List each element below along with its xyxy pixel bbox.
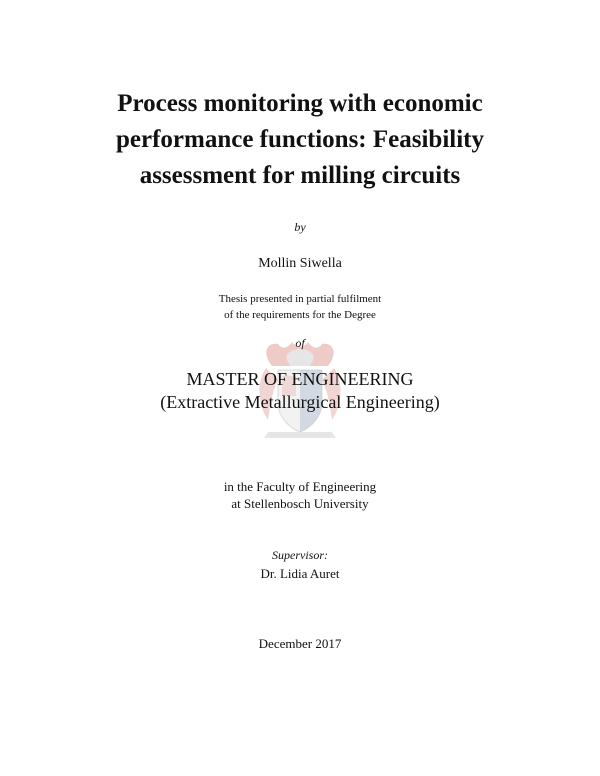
thesis-title-line-3: assessment for milling circuits <box>139 162 461 189</box>
thesis-statement-line-1: Thesis presented in partial fulfilment <box>218 293 382 305</box>
supervisor-label: Supervisor: <box>272 548 328 562</box>
faculty-line-2: at Stellenbosch University <box>231 496 369 511</box>
degree-name: MASTER OF ENGINEERING <box>186 369 414 389</box>
submission-date: December 2017 <box>258 636 342 651</box>
thesis-statement-line-2: of the requirements for the Degree <box>224 309 376 321</box>
thesis-title-line-1: Process monitoring with economic <box>117 90 483 117</box>
by-label: by <box>294 220 306 234</box>
faculty-info <box>0 478 600 512</box>
thesis-title-line-2: performance functions: Feasibility <box>115 126 484 153</box>
author-name: Mollin Siwella <box>258 256 342 271</box>
of-label: of <box>295 336 305 350</box>
degree <box>0 368 600 414</box>
thesis-title <box>0 86 600 194</box>
thesis-statement <box>0 291 600 323</box>
faculty-line-1: in the Faculty of Engineering <box>223 479 377 494</box>
degree-field: (Extractive Metallurgical Engineering) <box>160 392 440 412</box>
supervisor-name: Dr. Lidia Auret <box>260 566 340 581</box>
